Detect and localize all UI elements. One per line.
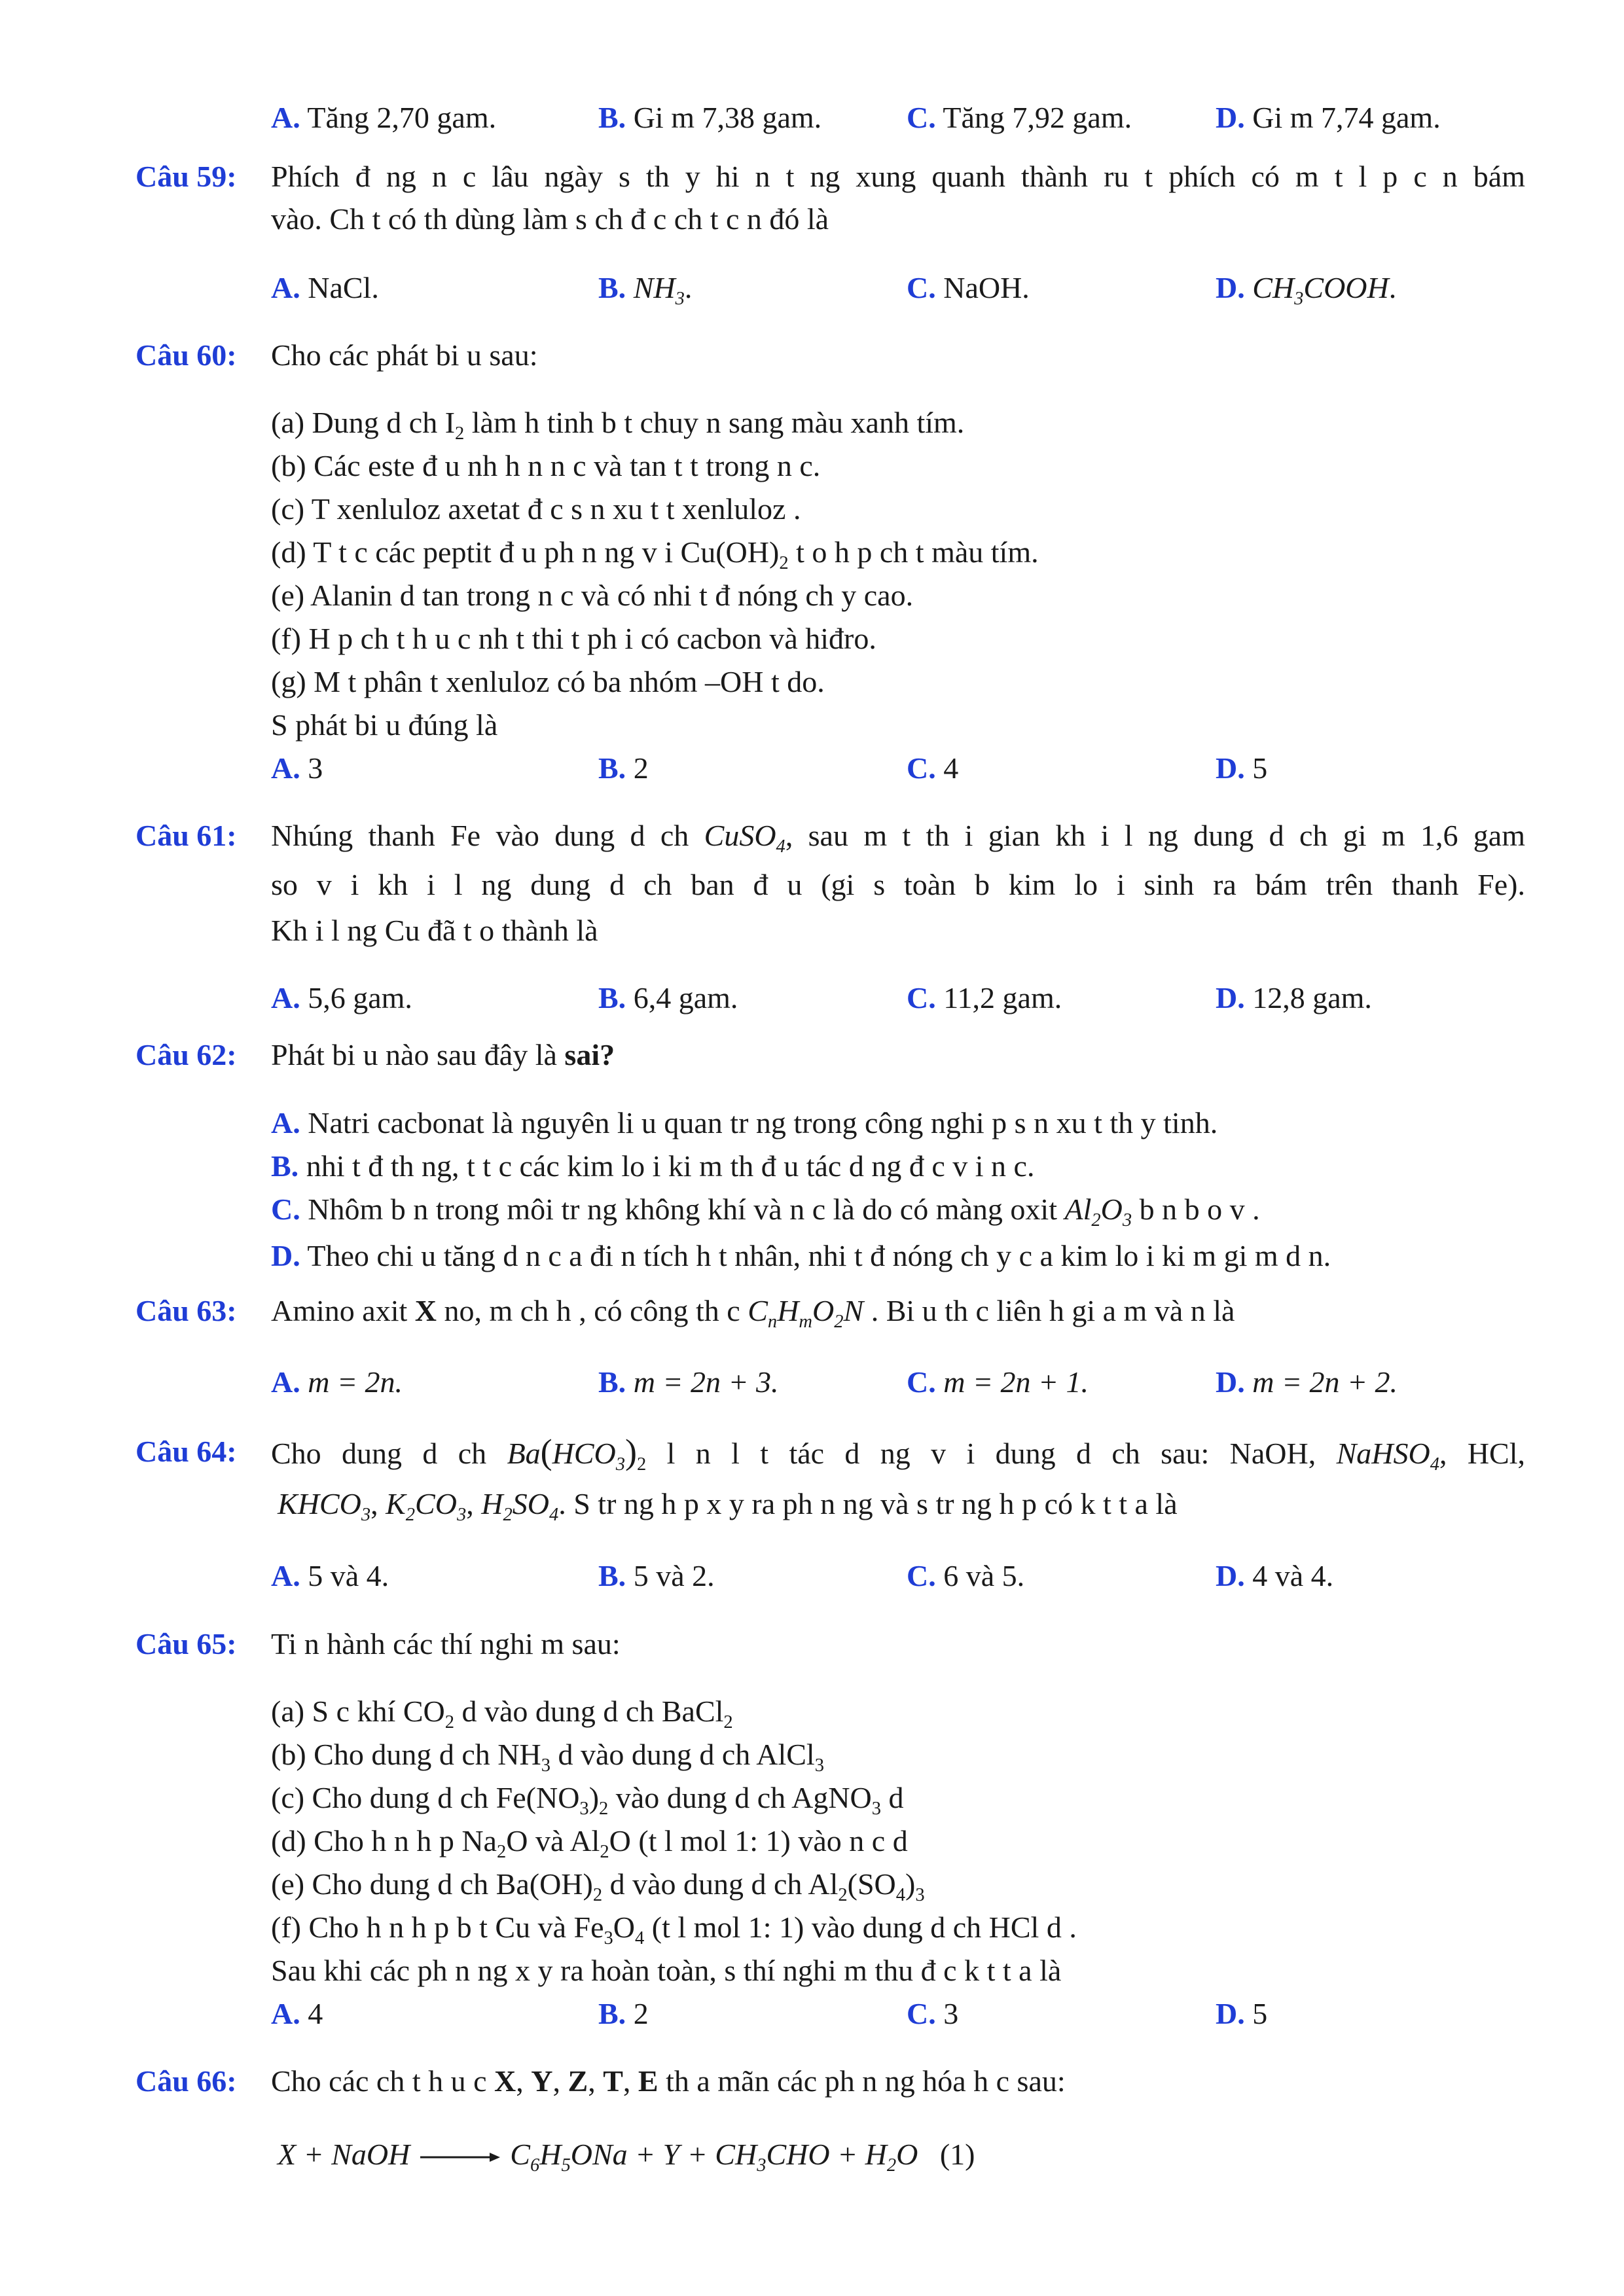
q60-option-a[interactable]: A. 3 (271, 751, 323, 785)
q61-stem-line1: Nhúng thanh Fe vào dung d ch CuSO$_4$, sau m t th i gian kh i l ng dung d ch gi m 1,6 gam (271, 819, 1525, 857)
q60-statement-g: (g) M t phân t xenluloz có ba nhóm –OH t do. (271, 665, 825, 698)
q65-label: Câu 65: (135, 1627, 237, 1660)
q59-option-c[interactable]: C. NaOH. (907, 271, 1030, 304)
q61-stem-line2: so v i kh i l ng dung d ch ban đ u (gi s toàn b kim lo i sinh ra bám trên thanh Fe). (271, 868, 1525, 901)
q62-stem: Phát bi u nào sau đây là sai? (271, 1038, 615, 1071)
q60-option-d[interactable]: D. 5 (1216, 751, 1268, 785)
q58-option-b[interactable]: B. Gi m 7,38 gam. (598, 101, 822, 134)
q62-option-a[interactable]: A. Natri cacbonat là nguyên li u quan tr ng trong công nghi p s n xu t th y tinh. (271, 1106, 1218, 1139)
q59-option-a[interactable]: A. NaCl. (271, 271, 379, 304)
q61-option-a[interactable]: A. 5,6 gam. (271, 981, 412, 1014)
q64-stem-line1: Cho dung d ch $Ba(HCO_3)_2$ l n l t tác d ng v i dung d ch sau: NaOH, NaHSO$_4$, HCl, (271, 1432, 1525, 1475)
q59-stem-line2: vào. Ch t có th dùng làm s ch đ c ch t c n đó là (271, 202, 829, 236)
q64-option-b[interactable]: B. 5 và 2. (598, 1559, 715, 1592)
q63-label: Câu 63: (135, 1294, 237, 1327)
q66-stem: Cho các ch t h u c X, Y, Z, T, E th a mãn các ph n ng hóa h c sau: (271, 2064, 1066, 2098)
q66-equation-1: X + NaOH $C_6H_5ONa + Y + CH_3CHO + H_2O$ (1) (278, 2138, 975, 2176)
q61-option-b[interactable]: B. 6,4 gam. (598, 981, 738, 1014)
q65-experiment-e: (e) Cho dung d ch $Ba(OH)_2$ d vào dung d ch $Al_2(SO_4)_3$ (271, 1867, 925, 1906)
q65-option-a[interactable]: A. 4 (271, 1997, 323, 2030)
reaction-arrow-icon (418, 2149, 503, 2165)
q61-label: Câu 61: (135, 819, 237, 852)
q65-experiment-c: (c) Cho dung d ch $Fe(NO_3)_2$ vào dung d ch AgNO$_3$ d (271, 1781, 904, 1820)
q65-experiment-d: (d) Cho h n h p $Na_2O$ và $Al_2O$ (t l mol 1: 1) vào n c d (271, 1824, 908, 1863)
q65-question: Sau khi các ph n ng x y ra hoàn toàn, s thí nghi m thu đ c k t t a là (271, 1954, 1062, 1987)
q65-experiment-a: (a) S c khí $CO_2$ d vào dung d ch BaCl$_2$ (271, 1695, 733, 1733)
q58-option-d[interactable]: D. Gi m 7,74 gam. (1216, 101, 1441, 134)
q65-stem: Ti n hành các thí nghi m sau: (271, 1627, 621, 1660)
q65-experiment-f: (f) Cho h n h p b t Cu và $Fe_3O_4$ (t l mol 1: 1) vào dung d ch HCl d . (271, 1910, 1077, 1949)
q63-option-d[interactable]: D. m = 2n + 2. (1216, 1365, 1398, 1399)
q60-statement-a: (a) Dung d ch $I_2$ làm h tinh b t chuy n sang màu xanh tím. (271, 406, 965, 444)
q59-option-d[interactable]: D. $CH_3COOH$. (1216, 271, 1397, 310)
q64-option-d[interactable]: D. 4 và 4. (1216, 1559, 1334, 1592)
q64-option-c[interactable]: C. 6 và 5. (907, 1559, 1025, 1592)
q62-label: Câu 62: (135, 1038, 237, 1071)
q63-stem: Amino axit X no, m ch h , có công th c $C_nH_mO_2N$ . Bi u th c liên h gi a m và n là (271, 1294, 1235, 1333)
q59-label: Câu 59: (135, 160, 237, 193)
q61-option-c[interactable]: C. 11,2 gam. (907, 981, 1062, 1014)
q58-option-c[interactable]: C. Tăng 7,92 gam. (907, 101, 1132, 134)
q60-statement-e: (e) Alanin d tan trong n c và có nhi t đ nóng ch y cao. (271, 579, 914, 612)
q59-option-b[interactable]: B. $NH_3$. (598, 271, 693, 310)
q64-option-a[interactable]: A. 5 và 4. (271, 1559, 389, 1592)
q60-statement-d: (d) T t c các peptit đ u ph n ng v i $Cu(OH)_2$ t o h p ch t màu tím. (271, 535, 1039, 574)
q63-option-b[interactable]: B. m = 2n + 3. (598, 1365, 779, 1399)
q60-stem: Cho các phát bi u sau: (271, 338, 538, 372)
q64-label: Câu 64: (135, 1435, 237, 1468)
q60-statement-b: (b) Các este đ u nh h n n c và tan t t trong n c. (271, 449, 821, 482)
q61-option-d[interactable]: D. 12,8 gam. (1216, 981, 1372, 1014)
q60-option-b[interactable]: B. 2 (598, 751, 649, 785)
q58-option-a[interactable]: A. Tăng 2,70 gam. (271, 101, 497, 134)
q60-option-c[interactable]: C. 4 (907, 751, 959, 785)
q61-stem-line3: Kh i l ng Cu đã t o thành là (271, 914, 598, 947)
q63-option-c[interactable]: C. m = 2n + 1. (907, 1365, 1089, 1399)
q65-option-c[interactable]: C. 3 (907, 1997, 959, 2030)
q60-label: Câu 60: (135, 338, 237, 372)
q60-statement-f: (f) H p ch t h u c nh t thi t ph i có cacbon và hiđro. (271, 622, 876, 655)
q62-option-d[interactable]: D. Theo chi u tăng d n c a đi n tích h t nhân, nhi t đ nóng ch y c a kim lo i ki m gi m d n. (271, 1239, 1331, 1272)
q59-stem-line1: Phích đ ng n c lâu ngày s th y hi n t ng xung quanh thành ru t phích có m t l p c n bám (271, 160, 1525, 193)
q62-option-b[interactable]: B. nhi t đ th ng, t t c các kim lo i ki m th đ u tác d ng đ c v i n c. (271, 1149, 1035, 1183)
q60-question: S phát bi u đúng là (271, 708, 498, 742)
q66-label: Câu 66: (135, 2064, 237, 2098)
q60-statement-c: (c) T xenluloz axetat đ c s n xu t t xenluloz . (271, 492, 801, 526)
q63-option-a[interactable]: A. m = 2n. (271, 1365, 403, 1399)
q62-option-c[interactable]: C. Nhôm b n trong môi tr ng không khí và n c là do có màng oxit $Al_2O_3$ b n b o v . (271, 1193, 1260, 1231)
q65-experiment-b: (b) Cho dung d ch $NH_3$ d vào dung d ch AlCl$_3$ (271, 1738, 824, 1776)
q65-option-d[interactable]: D. 5 (1216, 1997, 1268, 2030)
q64-stem-line2: $KHCO_3$, $K_2CO_3$, $H_2SO_4$. S tr ng h p x y ra ph n ng và s tr ng h p có k t t a là (278, 1487, 1178, 1526)
q65-option-b[interactable]: B. 2 (598, 1997, 649, 2030)
